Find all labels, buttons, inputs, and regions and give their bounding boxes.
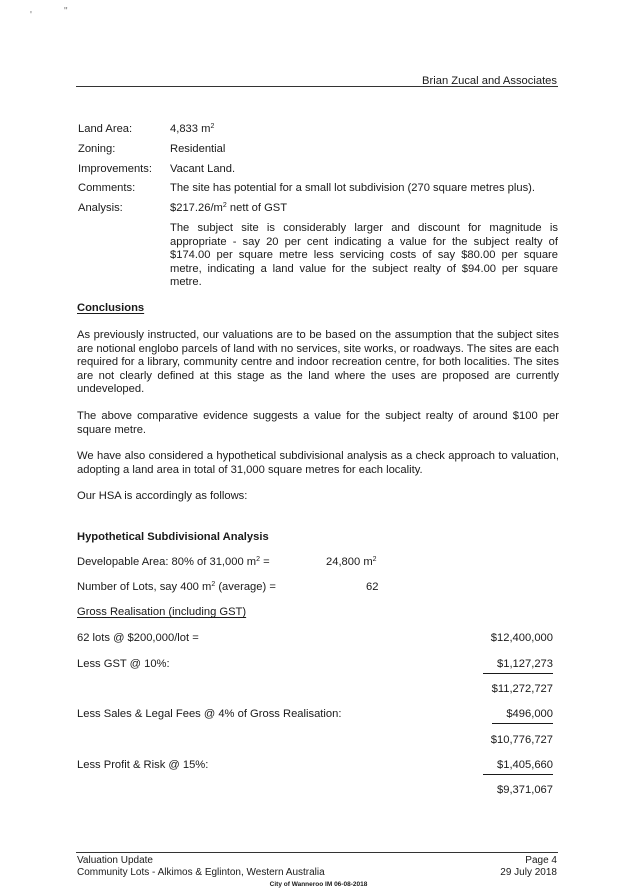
calc-row-label: Less GST @ 10%:	[77, 658, 170, 670]
calc-row-amount: $11,272,727	[491, 683, 553, 695]
analysis-label: Analysis:	[78, 202, 123, 214]
calc-row-label: Less Profit & Risk @ 15%:	[77, 759, 209, 771]
land-area-label: Land Area:	[78, 123, 133, 135]
header-firm-name: Brian Zucal and Associates	[422, 75, 557, 87]
conclusions-paragraph: Our HSA is accordingly as follows:	[77, 490, 248, 502]
comments-label: Comments:	[78, 182, 136, 194]
calc-row-label: Less Sales & Legal Fees @ 4% of Gross Realisation:	[77, 708, 342, 720]
calc-row-amount: $10,776,727	[490, 734, 553, 746]
gross-realisation-heading: Gross Realisation (including GST)	[77, 606, 247, 618]
comments-value: The site has potential for a small lot subdivision (270 square metres plus).	[170, 182, 536, 194]
developable-area-label: Developable Area: 80% of 31,000 $m^2$ =	[77, 556, 270, 568]
land-area-value: 4,833 $m^2$	[170, 123, 215, 135]
calc-row-amount: $12,400,000	[490, 632, 553, 644]
conclusions-paragraph: We have also considered a hypothetical subdivisional analysis as a check approach to valuation, adopting a land area in total of 31,000 square metres for each locality.	[77, 450, 559, 476]
records-stamp: City of Wanneroo IM 06-08-2018	[269, 881, 368, 888]
zoning-label: Zoning:	[78, 143, 116, 155]
scan-mark: "	[64, 6, 68, 17]
hsa-heading: Hypothetical Subdivisional Analysis	[77, 531, 269, 543]
analysis-paragraph: The subject site is considerably larger and discount for magnitude is appropriate - say 20 per cent indicating a value for the subject realty of $174.00 per square metre less servicing costs of say $80.00 per square metre, indicating a land value for the subject realty of $94.00 per square metre.	[170, 222, 558, 289]
footer-title: Valuation Update	[77, 855, 153, 866]
footer-page-number: Page 4	[525, 855, 557, 866]
analysis-value: $\$217.26/m^2$ nett of GST	[170, 202, 288, 214]
improvements-value: Vacant Land.	[170, 163, 236, 175]
conclusions-heading: Conclusions	[77, 302, 145, 314]
footer-rule	[76, 852, 558, 853]
number-of-lots-label: Number of Lots, say 400 $m^2$ (average) =	[77, 581, 276, 593]
zoning-value: Residential	[170, 143, 226, 155]
calc-row-amount: $9,371,067	[497, 784, 553, 796]
developable-area-value: 24,800 $m^2$	[326, 556, 377, 568]
number-of-lots-value: 62	[366, 581, 379, 593]
header-rule	[76, 86, 558, 87]
conclusions-paragraph: The above comparative evidence suggests a value for the subject realty of around $100 per square metre.	[77, 410, 559, 436]
calc-row-label: 62 lots @ $200,000/lot =	[77, 632, 199, 644]
footer-date: 29 July 2018	[500, 867, 557, 878]
conclusions-paragraph: As previously instructed, our valuations are to be based on the assumption that the subject sites are notional englobo parcels of land with no services, site works, or roadways. The sites are each required for a library, community centre and indoor recreation centre, for both localities. The sites are not clearly defined at this stage as the land where the uses are proposed are currently undeveloped.	[77, 329, 559, 396]
calc-row-amount: $496,000	[492, 708, 553, 724]
footer-subtitle: Community Lots - Alkimos & Eglinton, Western Australia	[77, 867, 325, 878]
calc-row-amount: $1,405,660	[483, 759, 553, 775]
improvements-label: Improvements:	[78, 163, 152, 175]
calc-row-amount: $1,127,273	[483, 658, 553, 674]
scan-mark: '	[30, 10, 32, 21]
